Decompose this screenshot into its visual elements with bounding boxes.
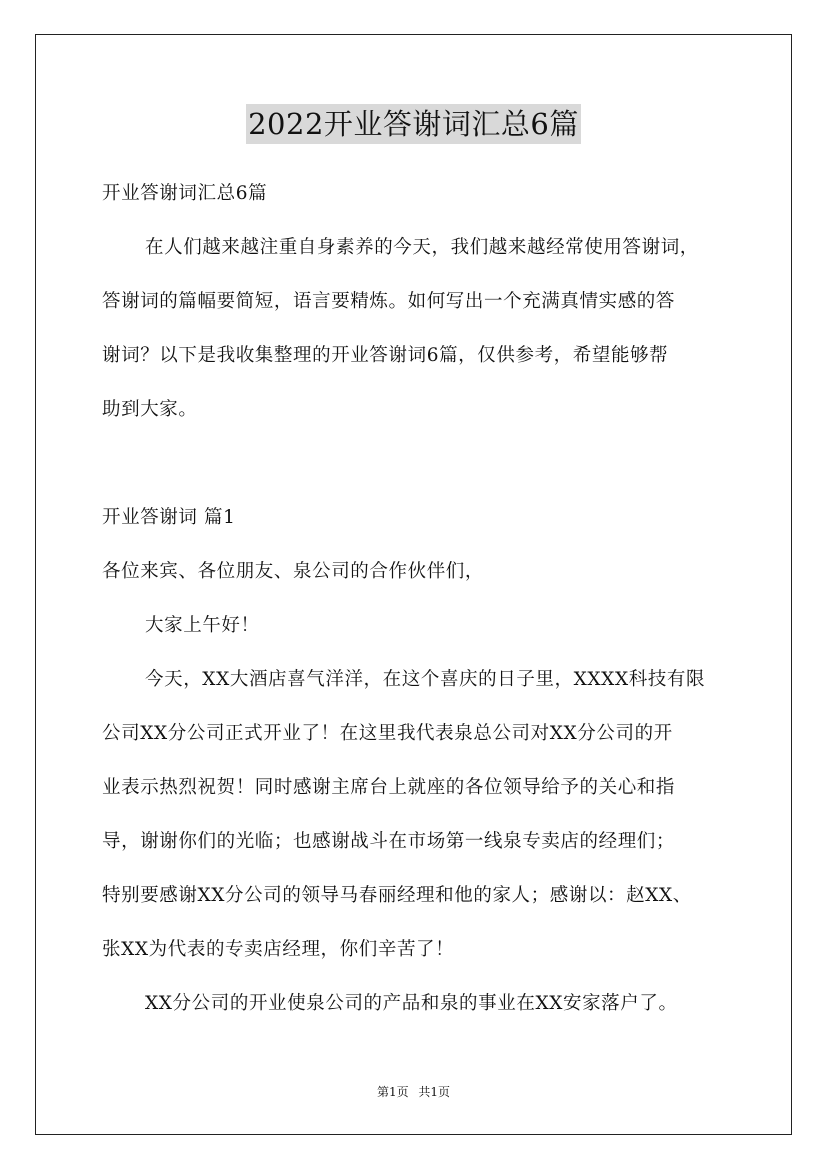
greeting: 大家上午好！ [145, 615, 260, 636]
section-heading: 开业答谢词 篇1 [102, 507, 236, 528]
intro-line-3: 谢词？以下是我收集整理的开业答谢词6篇，仅供参考，希望能够帮 [102, 345, 669, 366]
body-last-line: XX分公司的开业使泉公司的产品和泉的事业在XX安家落户了。 [145, 993, 678, 1014]
body-line-4: 导，谢谢你们的光临；也感谢战斗在市场第一线泉专卖店的经理们； [102, 831, 676, 852]
page-number: 第1页 [376, 1085, 409, 1099]
page-footer [0, 1084, 827, 1100]
title-container [0, 104, 827, 144]
intro-line-4: 助到大家。 [102, 399, 198, 420]
body-line-6: 张XX为代表的专卖店经理，你们辛苦了！ [102, 939, 455, 960]
intro-line-1: 在人们越来越注重自身素养的今天，我们越来越经常使用答谢词， [145, 237, 699, 258]
body-line-5: 特别要感谢XX分公司的领导马春丽经理和他的家人；感谢以：赵XX、 [102, 885, 692, 906]
body-line-1: 今天，XX大酒店喜气洋洋，在这个喜庆的日子里，XXXX科技有限 [145, 669, 706, 690]
salutation: 各位来宾、各位朋友、泉公司的合作伙伴们， [102, 561, 485, 582]
body-line-2: 公司XX分公司正式开业了！在这里我代表泉总公司对XX分公司的开 [102, 723, 673, 744]
document-title: 2022开业答谢词汇总6篇 [246, 104, 581, 144]
document-subtitle: 开业答谢词汇总6篇 [102, 183, 268, 204]
body-line-3: 业表示热烈祝贺！同时感谢主席台上就座的各位领导给予的关心和指 [102, 777, 676, 798]
intro-line-2: 答谢词的篇幅要简短，语言要精炼。如何写出一个充满真情实感的答 [102, 291, 676, 312]
page-total: 共1页 [418, 1085, 451, 1099]
